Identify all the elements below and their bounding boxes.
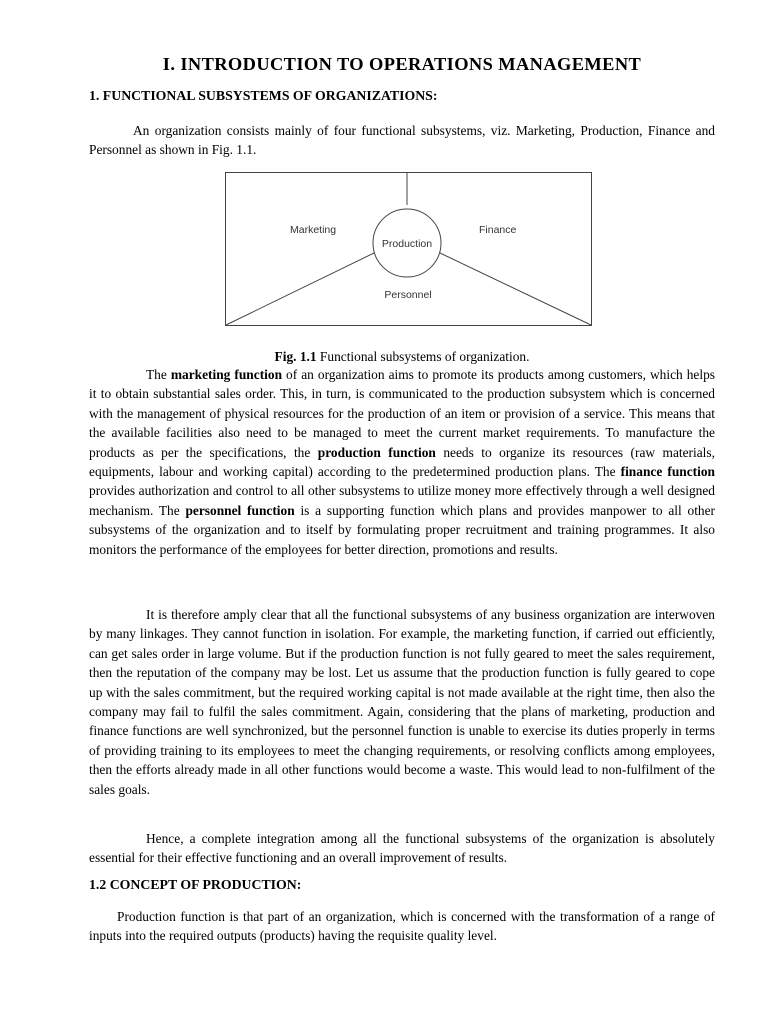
production-function-term: production function <box>317 444 436 460</box>
finance-label: Finance <box>479 224 517 236</box>
diagram-right-divider <box>440 253 591 325</box>
page-title: I. INTRODUCTION TO OPERATIONS MANAGEMENT <box>162 54 642 74</box>
functions-paragraph <box>89 365 715 559</box>
section-heading-functional-subsystems: 1. FUNCTIONAL SUBSYSTEMS OF ORGANIZATIONS: <box>89 88 438 103</box>
functional-subsystems-diagram <box>225 172 592 326</box>
personnel-label: Personnel <box>384 289 432 301</box>
marketing-label: Marketing <box>290 224 337 236</box>
finance-function-term: finance function <box>620 464 715 480</box>
figure-caption-label: Fig. 1.1 <box>274 349 317 364</box>
section-heading-concept-of-production: 1.2 CONCEPT OF PRODUCTION: <box>89 877 302 892</box>
functions-text-2: of an organization aims to promote its products among customers, which helps it to obtain substantial sales order. This, in turn, is communicated to the production subsystem which is concerned with the management of physical resources for the production of an item or provision of a service. This means that the available facilities also need to be managed to meet the current market requirements. To manufacture the products as per the specifications, the <box>89 367 715 460</box>
production-label: Production <box>381 238 433 250</box>
functions-text-4: provides authorization and control to all other subsystems to utilize money more effectively through a well designed mechanism. The <box>89 483 715 518</box>
diagram-left-divider <box>226 253 374 325</box>
personnel-function-term: personnel function <box>185 502 295 518</box>
marketing-function-term: marketing function <box>170 367 283 382</box>
figure-caption-text: Functional subsystems of organization. <box>316 349 530 364</box>
integration-paragraph: Hence, a complete integration among all the functional subsystems of the organization is absolutely essential for their effective functioning and an overall improvement of results. <box>89 831 715 866</box>
figure-caption <box>89 347 715 366</box>
functions-text-3: needs to organize its resources (raw materials, equipments, labour and working capital) according to the predetermined production plans. The <box>89 444 715 480</box>
diagram-svg <box>225 172 592 326</box>
functions-text-1: The <box>146 367 171 382</box>
intro-paragraph: An organization consists mainly of four functional subsystems, viz. Marketing, Production, Finance and Personnel as shown in Fig. 1.1. <box>89 123 715 158</box>
linkages-paragraph: It is therefore amply clear that all the functional subsystems of any business organization are interwoven by many linkages. They cannot function in isolation. For example, the marketing function, if carried out efficiently, can get sales order in large volume. But if the production function is not fully geared to meet the sales requirement, then the reputation of the company may be lost. Let us assume that the production function is fully geared to cope up with the sales commitment, but the required working capital is not made available at the right time, then also the company may fail to fulfil the sales commitment. Again, considering that the plans of marketing, production and finance functions are well synchronized, but the personnel function is unable to exercise its duties properly in terms of providing training to its employees to meet the changing requirements, or resolving conflicts among employees, then the efforts already made in all other functions would become a waste. This would lead to non-fulfilment of the sales goals. <box>89 607 715 797</box>
functions-text-5: is a supporting function which plans and provides manpower to all other subsystems of the organization and to itself by formulating proper recruitment and training programmes. It also monitors the performance of the employees for better direction, promotions and results. <box>89 502 716 557</box>
production-paragraph: Production function is that part of an organization, which is concerned with the transformation of a range of inputs into the required outputs (products) having the requisite quality level. <box>89 909 715 944</box>
